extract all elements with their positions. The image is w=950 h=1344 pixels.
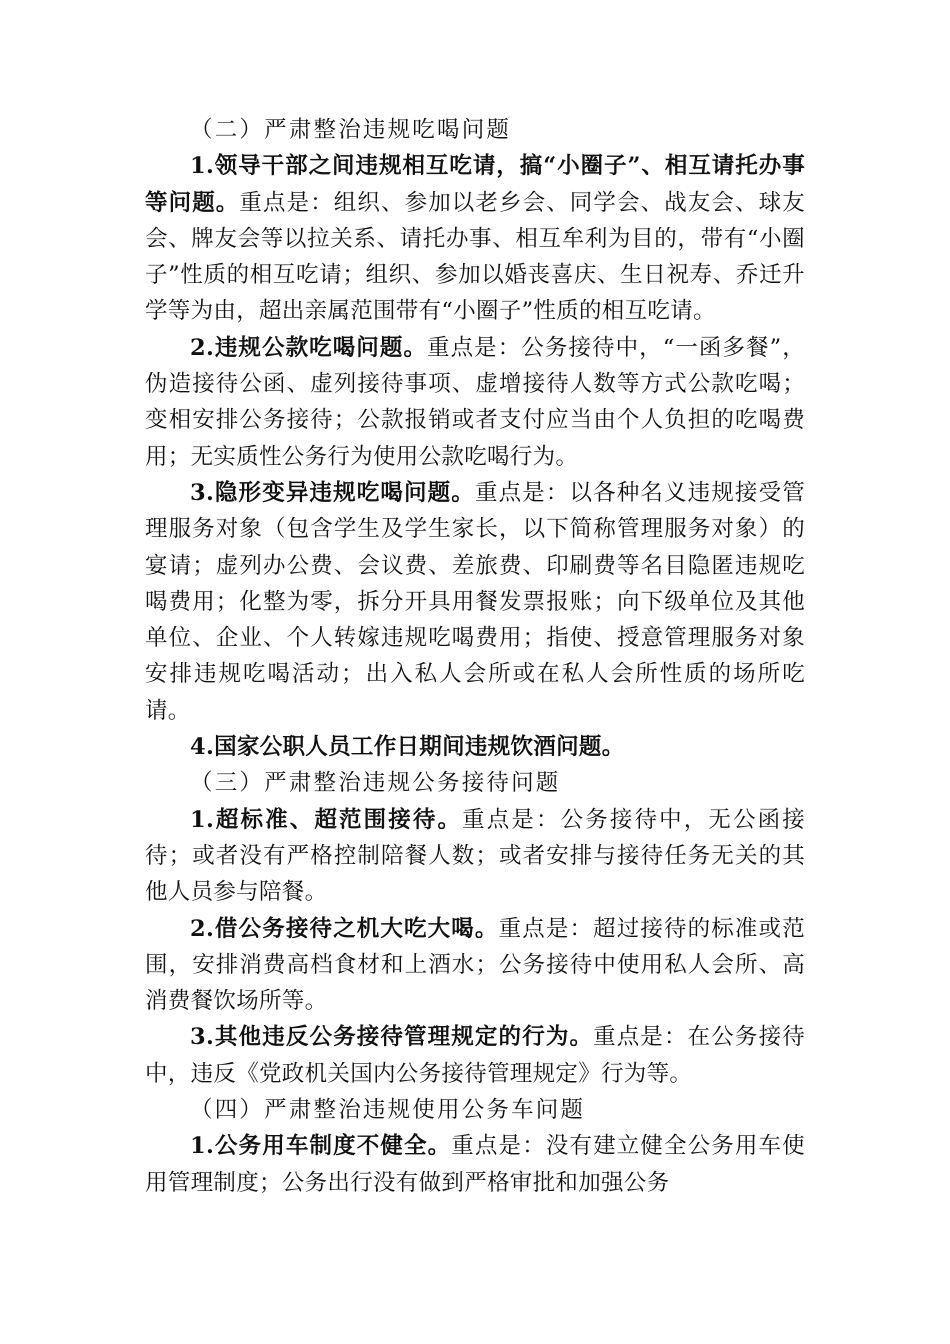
paragraph-body: 重点是：以各种名义违规接受管理服务对象（包含学生及学生家长，以下简称管理服务对象）的宴请；虚列办公费、会议费、差旅费、印刷费等名目隐匿违规吃喝费用；化整为零，拆分开具用餐发票报账；向下级单位及其他单位、企业、个人转嫁违规吃喝费用；指使、授意管理服务对象安排违规吃喝活动；出入私人会所或在私人会所性质的场所吃请。 <box>145 479 806 724</box>
paragraph-2-3 <box>145 475 805 729</box>
paragraph-title: 2.违规公款吃喝问题。 <box>190 334 428 361</box>
paragraph-body: 重点是：没有建立健全公务用车使用管理制度；公务出行没有做到严格审批和加强公务 <box>145 1133 805 1196</box>
paragraph-body: 重点是：超过接待的标准或范围，安排消费高档食材和上酒水；公务接待中使用私人会所、高消费餐饮场所等。 <box>145 915 805 1015</box>
paragraph-3-1 <box>145 802 805 911</box>
section-heading-4: （四）严肃整治违规使用公务车问题 <box>190 1097 586 1124</box>
paragraph-title: 1.公务用车制度不健全。 <box>190 1133 452 1160</box>
paragraph-title: 3.隐形变异违规吃喝问题。 <box>190 479 475 506</box>
paragraph-3-2 <box>145 911 805 1020</box>
paragraph-title: 1.超标准、超范围接待。 <box>190 806 463 833</box>
section-heading-2: （二）严肃整治违规吃喝问题 <box>190 117 512 143</box>
section-heading-3: （三）严肃整治违规公务接待问题 <box>190 770 561 797</box>
document-page <box>145 112 805 1201</box>
paragraph-2-1 <box>145 148 805 329</box>
paragraph-2-2 <box>145 330 805 475</box>
paragraph-3-3 <box>145 1019 805 1092</box>
paragraph-title: 2.借公务接待之机大吃大喝。 <box>190 915 499 942</box>
paragraph-title: 3.其他违反公务接待管理规定的行为。 <box>190 1024 594 1051</box>
paragraph-body: 重点是：组织、参加以老乡会、同学会、战友会、球友会、牌友会等以拉关系、请托办事、相互牟利为目的，带有“小圈子”性质的相互吃请；组织、参加以婚丧喜庆、生日祝寿、乔迁升学等为由，超出亲属范围带有“小圈子”性质的相互吃请。 <box>145 189 806 325</box>
paragraph-title: 1.领导干部之间违规相互吃请，搞“小圈子”、相互请托办事等问题。 <box>145 153 805 216</box>
paragraph-2-4: 4.国家公职人员工作日期间违规饮酒问题。 <box>190 734 625 761</box>
paragraph-body: 重点是：公务接待中，“一函多餐”，伪造接待公函、虚列接待事项、虚增接待人数等方式公款吃喝；变相安排公务接待；公款报销或者支付应当由个人负担的吃喝费用；无实质性公务行为使用公款吃喝行为。 <box>145 334 806 470</box>
paragraph-4-1 <box>145 1128 805 1201</box>
paragraph-body: 重点是：公务接待中，无公函接待；或者没有严格控制陪餐人数；或者安排与接待任务无关的其他人员参与陪餐。 <box>145 806 805 906</box>
paragraph-body: 重点是：在公务接待中，违反《党政机关国内公务接待管理规定》行为等。 <box>145 1024 805 1087</box>
